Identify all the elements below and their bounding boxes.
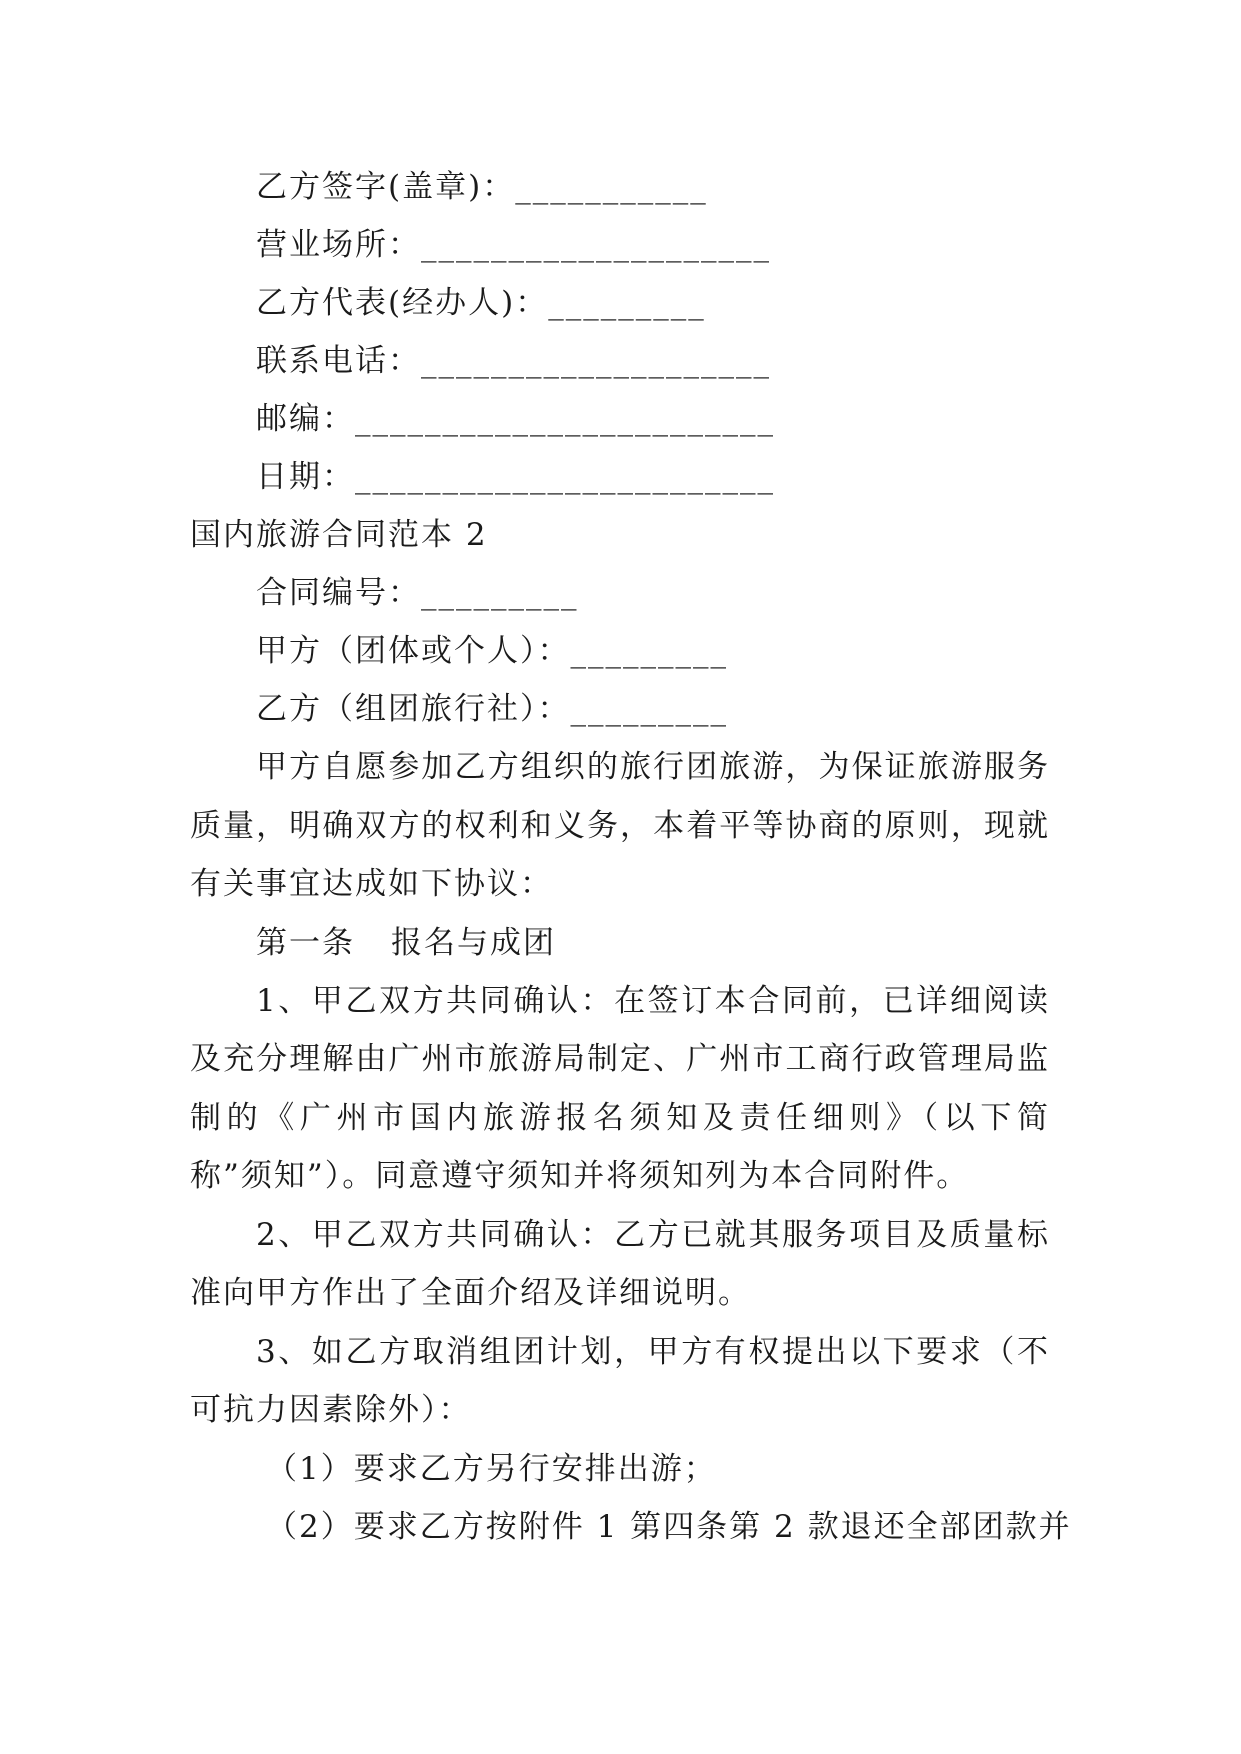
preamble-paragraph: 甲方自愿参加乙方组织的旅行团旅游，为保证旅游服务质量，明确双方的权利和义务，本着平等协商的原则，现就有关事宜达成如下协议： xyxy=(190,749,1050,902)
signature-line-address xyxy=(190,216,1050,274)
signature-line-postcode xyxy=(190,390,1050,448)
article-heading xyxy=(190,914,1050,972)
field-blank: ________________________ xyxy=(355,401,775,437)
field-blank: ________________________ xyxy=(355,459,775,495)
field-contract-number xyxy=(190,564,1050,622)
article-title: 报名与成团 xyxy=(391,924,556,961)
sub-item: （2）要求乙方按附件 1 第四条第 2 款退还全部团款并 xyxy=(266,1508,1072,1545)
field-label: 邮编： xyxy=(256,401,355,437)
field-blank: _________ xyxy=(421,575,579,611)
field-label: 合同编号： xyxy=(256,575,421,611)
field-label: 联系电话： xyxy=(256,343,421,379)
document-body xyxy=(190,158,1072,1556)
field-party-a xyxy=(190,622,1050,680)
field-blank: _________ xyxy=(570,633,728,669)
sub-item: （1）要求乙方另行安排出游； xyxy=(266,1450,717,1487)
signature-line-seal xyxy=(190,158,1050,216)
field-blank: ___________ xyxy=(515,169,708,205)
field-label: 甲方（团体或个人）： xyxy=(256,633,571,669)
field-label: 乙方代表(经办人)： xyxy=(256,285,549,321)
field-label: 乙方（组团旅行社）： xyxy=(256,691,571,727)
signature-line-phone xyxy=(190,332,1050,390)
contract-title: 国内旅游合同范本 2 xyxy=(190,517,488,553)
clause-paragraph: 3、如乙方取消组团计划，甲方有权提出以下要求（不可抗力因素除外）： xyxy=(190,1333,1050,1428)
article-number: 第一条 xyxy=(256,924,355,961)
field-label: 乙方签字(盖章)： xyxy=(256,169,516,205)
field-party-b xyxy=(190,680,1050,738)
clause-paragraph: 1、甲乙双方共同确认：在签订本合同前，已详细阅读及充分理解由广州市旅游局制定、广州市工商行政管理局监制的《广州市国内旅游报名须知及责任细则》（以下简称”须知”）。同意遵守须知并将须知列为本合同附件。 xyxy=(190,982,1050,1194)
signature-line-date xyxy=(190,448,1050,506)
field-label: 日期： xyxy=(256,459,355,495)
field-blank: _________ xyxy=(548,285,706,321)
field-blank: ____________________ xyxy=(421,227,771,263)
signature-line-representative xyxy=(190,274,1050,332)
field-label: 营业场所： xyxy=(256,227,421,263)
clause-paragraph: 2、甲乙双方共同确认：乙方已就其服务项目及质量标准向甲方作出了全面介绍及详细说明。 xyxy=(190,1216,1050,1311)
field-blank: ____________________ xyxy=(421,343,771,379)
field-blank: _________ xyxy=(570,691,728,727)
